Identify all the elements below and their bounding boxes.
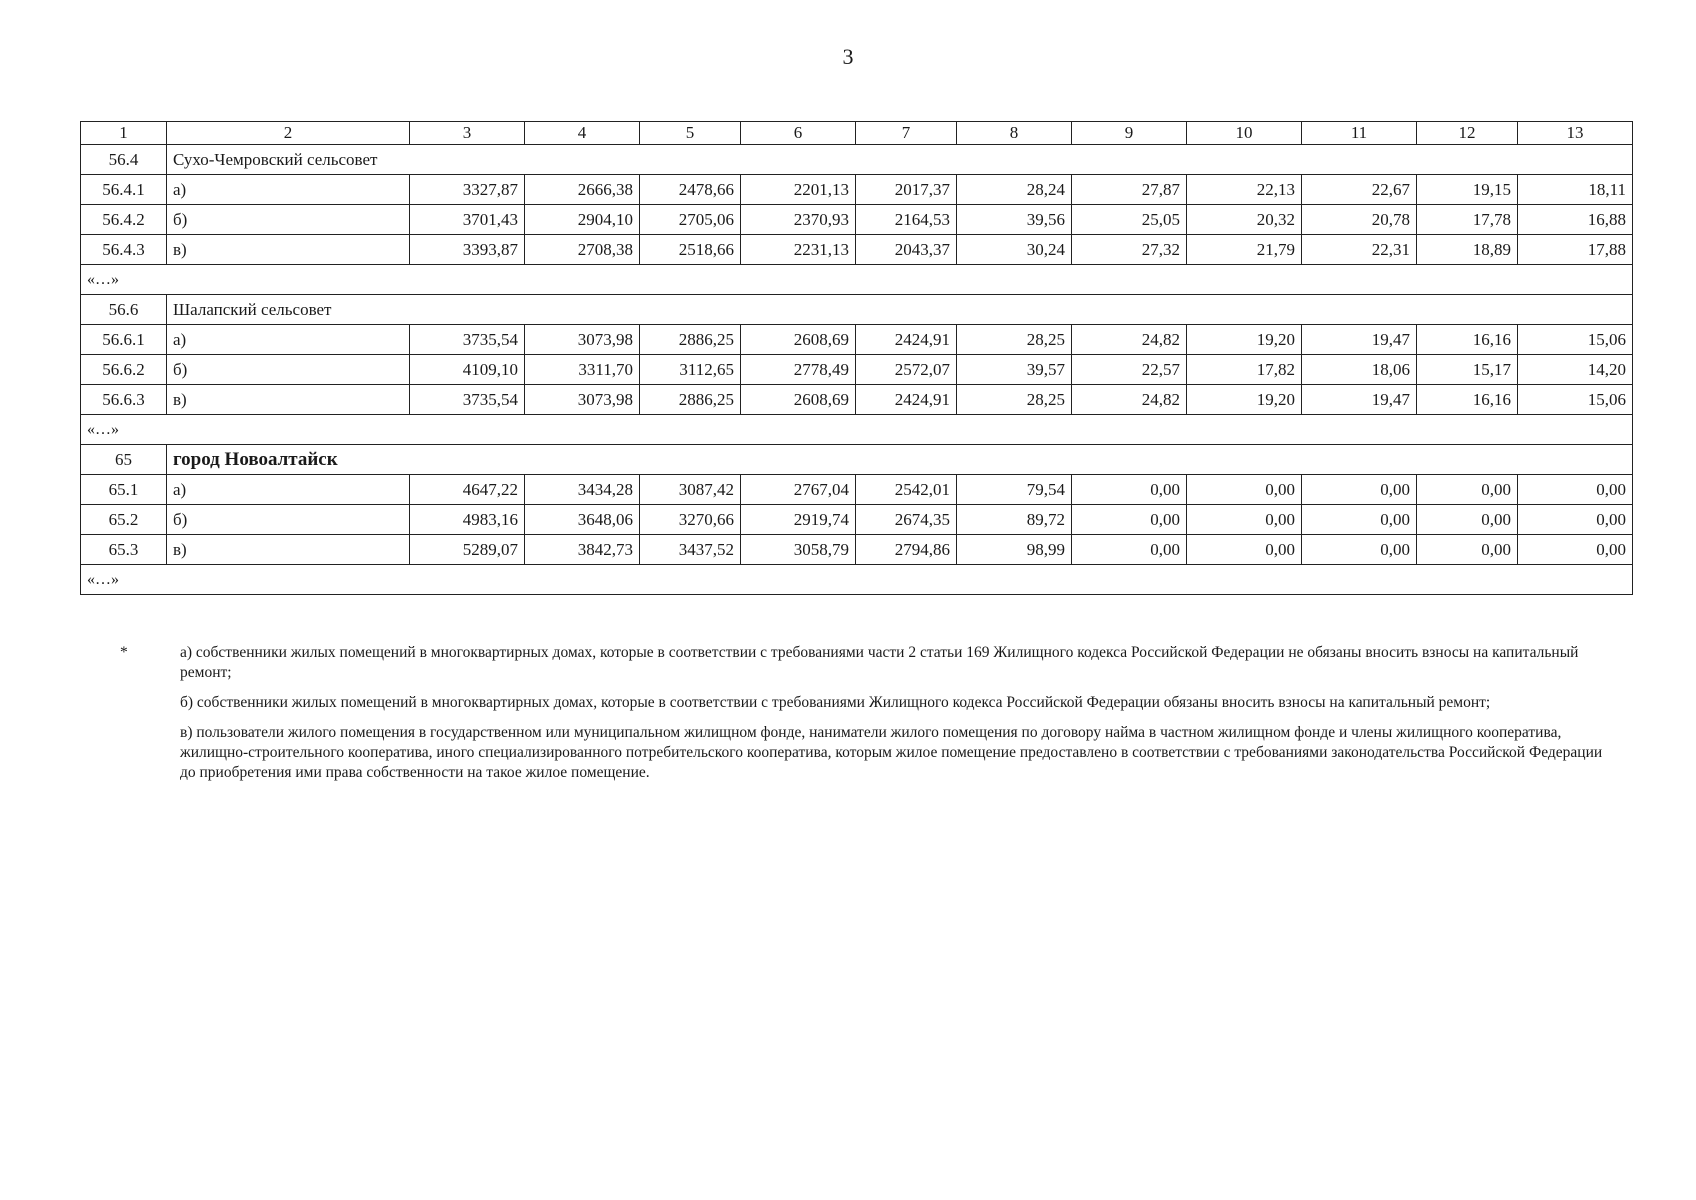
row-category: в) [167, 385, 410, 415]
row-value: 2424,91 [856, 385, 957, 415]
ellipsis-text: «…» [81, 415, 1633, 445]
column-number: 5 [640, 122, 741, 145]
row-value: 3270,66 [640, 505, 741, 535]
row-value: 18,06 [1302, 355, 1417, 385]
row-value: 3735,54 [410, 325, 525, 355]
row-value: 0,00 [1187, 535, 1302, 565]
row-value: 3073,98 [525, 325, 640, 355]
column-number: 7 [856, 122, 957, 145]
row-value: 0,00 [1417, 535, 1518, 565]
row-value: 3437,52 [640, 535, 741, 565]
row-value: 2886,25 [640, 385, 741, 415]
row-value: 5289,07 [410, 535, 525, 565]
row-value: 21,79 [1187, 235, 1302, 265]
row-value: 2043,37 [856, 235, 957, 265]
table-row [81, 325, 1633, 355]
table-row [81, 535, 1633, 565]
row-value: 2424,91 [856, 325, 957, 355]
header-row [81, 122, 1633, 145]
row-value: 39,56 [957, 205, 1072, 235]
row-code: 65.2 [81, 505, 167, 535]
table-row [81, 235, 1633, 265]
row-value: 3701,43 [410, 205, 525, 235]
footnote-marker: * [120, 644, 128, 661]
row-value: 2572,07 [856, 355, 957, 385]
column-number: 3 [410, 122, 525, 145]
row-value: 20,32 [1187, 205, 1302, 235]
table-row [81, 475, 1633, 505]
row-value: 22,31 [1302, 235, 1417, 265]
row-value: 2666,38 [525, 175, 640, 205]
row-value: 4983,16 [410, 505, 525, 535]
footnotes [120, 643, 1620, 793]
row-value: 39,57 [957, 355, 1072, 385]
row-value: 79,54 [957, 475, 1072, 505]
table-row [81, 355, 1633, 385]
column-number: 8 [957, 122, 1072, 145]
row-value: 14,20 [1518, 355, 1633, 385]
row-value: 2705,06 [640, 205, 741, 235]
row-value: 89,72 [957, 505, 1072, 535]
row-value: 2370,93 [741, 205, 856, 235]
row-value: 2794,86 [856, 535, 957, 565]
row-value: 16,16 [1417, 325, 1518, 355]
row-value: 24,82 [1072, 385, 1187, 415]
row-value: 2904,10 [525, 205, 640, 235]
row-value: 17,82 [1187, 355, 1302, 385]
column-number: 4 [525, 122, 640, 145]
row-value: 98,99 [957, 535, 1072, 565]
row-value: 2919,74 [741, 505, 856, 535]
row-value: 19,47 [1302, 325, 1417, 355]
table-row [81, 205, 1633, 235]
section-code: 65 [81, 445, 167, 475]
row-value: 28,25 [957, 325, 1072, 355]
row-value: 0,00 [1417, 475, 1518, 505]
row-value: 0,00 [1072, 505, 1187, 535]
row-value: 16,88 [1518, 205, 1633, 235]
row-category: б) [167, 505, 410, 535]
column-number: 1 [81, 122, 167, 145]
row-value: 3311,70 [525, 355, 640, 385]
row-value: 3434,28 [525, 475, 640, 505]
row-code: 56.4.3 [81, 235, 167, 265]
row-value: 2164,53 [856, 205, 957, 235]
row-category: а) [167, 175, 410, 205]
section-title: Сухо-Чемровский сельсовет [167, 145, 1633, 175]
row-value: 2708,38 [525, 235, 640, 265]
footnote-a: а) собственники жилых помещений в многоквартирных домах, которые в соответствии с требованиями части 2 статьи 169 Жилищного кодекса Российской Федерации не обязаны вносить взносы на капитальный ремонт; [180, 644, 1579, 681]
row-value: 22,57 [1072, 355, 1187, 385]
row-value: 3112,65 [640, 355, 741, 385]
footnote-b: б) собственники жилых помещений в многоквартирных домах, которые в соответствии с требованиями Жилищного кодекса Российской Федерации обязаны вносить взносы на капитальный ремонт; [180, 694, 1491, 711]
column-number: 2 [167, 122, 410, 145]
row-value: 0,00 [1518, 505, 1633, 535]
row-code: 65.3 [81, 535, 167, 565]
row-code: 56.4.1 [81, 175, 167, 205]
section-title: город Новоалтайск [167, 445, 1633, 475]
row-category: б) [167, 205, 410, 235]
row-value: 0,00 [1417, 505, 1518, 535]
row-value: 27,32 [1072, 235, 1187, 265]
row-value: 0,00 [1187, 475, 1302, 505]
row-value: 20,78 [1302, 205, 1417, 235]
row-code: 56.4.2 [81, 205, 167, 235]
column-number: 6 [741, 122, 856, 145]
row-value: 3073,98 [525, 385, 640, 415]
row-value: 0,00 [1518, 475, 1633, 505]
row-value: 2478,66 [640, 175, 741, 205]
row-code: 56.6.1 [81, 325, 167, 355]
row-value: 17,78 [1417, 205, 1518, 235]
section-row [81, 445, 1633, 475]
row-code: 65.1 [81, 475, 167, 505]
row-value: 19,15 [1417, 175, 1518, 205]
table-row [81, 175, 1633, 205]
section-row [81, 295, 1633, 325]
column-number: 9 [1072, 122, 1187, 145]
row-value: 28,24 [957, 175, 1072, 205]
row-value: 0,00 [1518, 535, 1633, 565]
column-number: 10 [1187, 122, 1302, 145]
row-value: 3393,87 [410, 235, 525, 265]
ellipsis-row [81, 415, 1633, 445]
row-category: а) [167, 325, 410, 355]
row-value: 3087,42 [640, 475, 741, 505]
row-value: 2767,04 [741, 475, 856, 505]
ellipsis-row [81, 565, 1633, 595]
row-value: 0,00 [1072, 535, 1187, 565]
section-row [81, 145, 1633, 175]
row-value: 3058,79 [741, 535, 856, 565]
row-value: 19,47 [1302, 385, 1417, 415]
ellipsis-text: «…» [81, 565, 1633, 595]
row-value: 2778,49 [741, 355, 856, 385]
table-row [81, 505, 1633, 535]
row-value: 17,88 [1518, 235, 1633, 265]
row-value: 0,00 [1302, 535, 1417, 565]
row-value: 25,05 [1072, 205, 1187, 235]
row-value: 0,00 [1302, 475, 1417, 505]
row-value: 28,25 [957, 385, 1072, 415]
column-number: 11 [1302, 122, 1417, 145]
row-value: 0,00 [1302, 505, 1417, 535]
row-value: 19,20 [1187, 385, 1302, 415]
row-code: 56.6.3 [81, 385, 167, 415]
row-value: 3842,73 [525, 535, 640, 565]
row-value: 2674,35 [856, 505, 957, 535]
column-number: 12 [1417, 122, 1518, 145]
section-title: Шалапский сельсовет [167, 295, 1633, 325]
row-category: б) [167, 355, 410, 385]
row-value: 15,06 [1518, 385, 1633, 415]
tariff-table [80, 121, 1633, 595]
table-row [81, 385, 1633, 415]
row-value: 18,89 [1417, 235, 1518, 265]
row-value: 4647,22 [410, 475, 525, 505]
row-value: 27,87 [1072, 175, 1187, 205]
row-value: 0,00 [1187, 505, 1302, 535]
row-value: 16,16 [1417, 385, 1518, 415]
row-value: 18,11 [1518, 175, 1633, 205]
row-value: 3648,06 [525, 505, 640, 535]
row-value: 15,17 [1417, 355, 1518, 385]
row-value: 2886,25 [640, 325, 741, 355]
section-code: 56.4 [81, 145, 167, 175]
page-number: 3 [842, 44, 854, 69]
row-category: в) [167, 235, 410, 265]
row-value: 0,00 [1072, 475, 1187, 505]
row-value: 2518,66 [640, 235, 741, 265]
row-value: 19,20 [1187, 325, 1302, 355]
footnote-v: в) пользователи жилого помещения в государственном или муниципальном жилищном фонде, наниматели жилого помещения по договору найма в частном жилищном фонде и члены жилищного кооператива, жилищно-строительного кооператива, иного специализированного потребительского кооператива, которым жилое помещение предоставлено в соответствии с требованиями законодательства Российской Федерации до приобретения ими права собственности на такое жилое помещение. [180, 724, 1603, 781]
row-category: в) [167, 535, 410, 565]
section-code: 56.6 [81, 295, 167, 325]
row-value: 2608,69 [741, 385, 856, 415]
row-value: 22,67 [1302, 175, 1417, 205]
row-value: 2017,37 [856, 175, 957, 205]
row-category: а) [167, 475, 410, 505]
row-value: 3735,54 [410, 385, 525, 415]
row-value: 2608,69 [741, 325, 856, 355]
row-value: 22,13 [1187, 175, 1302, 205]
row-code: 56.6.2 [81, 355, 167, 385]
row-value: 3327,87 [410, 175, 525, 205]
table-body [81, 122, 1633, 595]
column-number: 13 [1518, 122, 1633, 145]
ellipsis-row [81, 265, 1633, 295]
row-value: 2201,13 [741, 175, 856, 205]
row-value: 24,82 [1072, 325, 1187, 355]
row-value: 2542,01 [856, 475, 957, 505]
row-value: 15,06 [1518, 325, 1633, 355]
ellipsis-text: «…» [81, 265, 1633, 295]
row-value: 4109,10 [410, 355, 525, 385]
row-value: 30,24 [957, 235, 1072, 265]
row-value: 2231,13 [741, 235, 856, 265]
